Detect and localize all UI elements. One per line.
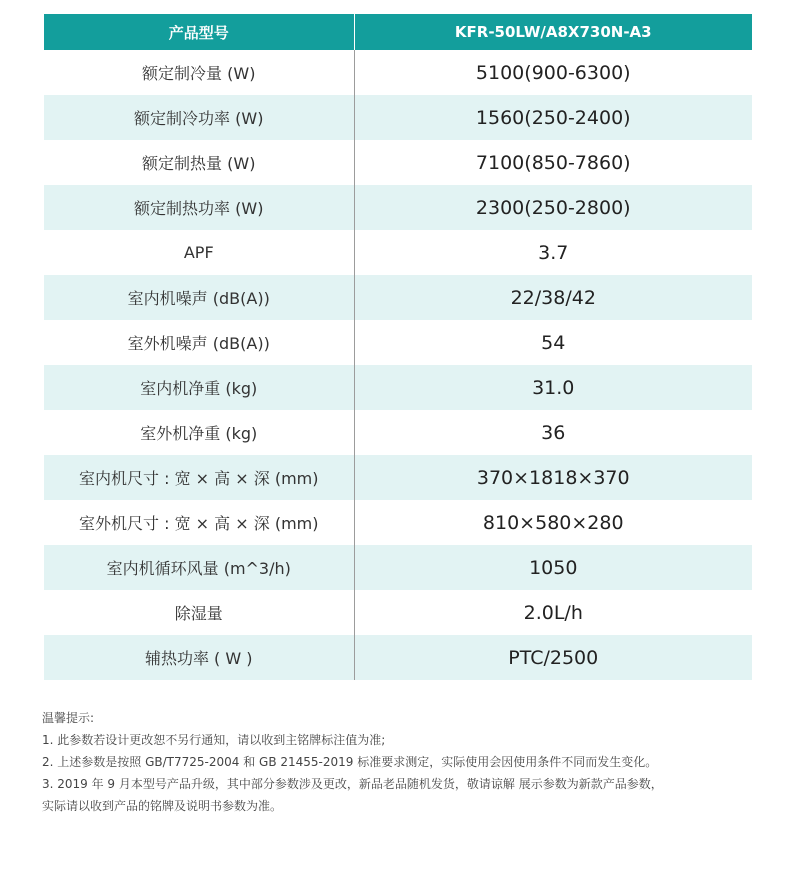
note-item: 实际请以收到产品的铭牌及说明书参数为准。: [42, 799, 283, 813]
row-label: 额定制冷功率 (W): [44, 95, 354, 140]
row-label: 额定制热功率 (W): [44, 185, 354, 230]
row-label: APF: [44, 230, 354, 275]
row-value: PTC/2500: [354, 635, 752, 680]
row-label: 室内机净重 (kg): [44, 365, 354, 410]
row-label: 室内机尺寸 : 宽 × 高 × 深 (mm): [44, 455, 354, 500]
row-value: 54: [541, 331, 566, 354]
table-row: [44, 500, 752, 545]
row-value: 810×580×280: [482, 511, 624, 534]
table-row: [44, 50, 752, 95]
row-label: 额定制热量 (W): [44, 140, 354, 185]
row-value: 2.0L/h: [523, 601, 583, 624]
table-row: [44, 230, 752, 275]
table-row: [44, 410, 752, 455]
note-item: 2. 上述参数是按照 GB/T7725-2004 和 GB 21455-2019 标准要求测定，实际使用会因使用条件不同而发生变化。: [42, 755, 658, 769]
row-value: 36: [541, 421, 566, 444]
row-label: 辅热功率 ( W ): [44, 635, 354, 680]
row-value: 2300(250-2800): [354, 185, 752, 230]
row-value: 5100(900-6300): [475, 61, 631, 84]
row-value: 3.7: [538, 241, 569, 264]
table-header-row: [44, 14, 752, 50]
row-value: 370×1818×370: [354, 455, 752, 500]
table-row: [44, 590, 752, 635]
row-value: 31.0: [354, 365, 752, 410]
table-row: [44, 320, 752, 365]
row-label: 除湿量: [44, 590, 354, 635]
header-key: 产品型号: [44, 14, 354, 50]
table-row: [44, 140, 752, 185]
row-value: 1050: [354, 545, 752, 590]
row-label: 室外机噪声 (dB(A)): [44, 320, 354, 365]
row-value: 1560(250-2400): [354, 95, 752, 140]
note-item: 3. 2019 年 9 月本型号产品升级，其中部分参数涉及更改，新品老品随机发货，敬请谅解 展示参数为新款产品参数，: [42, 777, 663, 791]
table-row: [44, 545, 752, 590]
notes-section: [42, 707, 772, 817]
row-label: 室外机净重 (kg): [44, 410, 354, 455]
spec-table: [44, 14, 752, 680]
header-model: KFR-50LW/A8X730N-A3: [354, 14, 752, 50]
notes-title: 温馨提示:: [42, 711, 95, 725]
table-row: [44, 455, 752, 500]
table-row: [44, 95, 752, 140]
row-label: 室内机循环风量 (m^3/h): [44, 545, 354, 590]
table-row: [44, 185, 752, 230]
row-label: 室外机尺寸 : 宽 × 高 × 深 (mm): [44, 500, 354, 545]
row-value: 22/38/42: [354, 275, 752, 320]
table-row: [44, 275, 752, 320]
row-value: 7100(850-7860): [475, 151, 631, 174]
row-label: 室内机噪声 (dB(A)): [44, 275, 354, 320]
table-row: [44, 635, 752, 680]
note-item: 1. 此参数若设计更改恕不另行通知，请以收到主铭牌标注值为准;: [42, 733, 386, 747]
table-row: [44, 365, 752, 410]
row-label: 额定制冷量 (W): [44, 50, 354, 95]
